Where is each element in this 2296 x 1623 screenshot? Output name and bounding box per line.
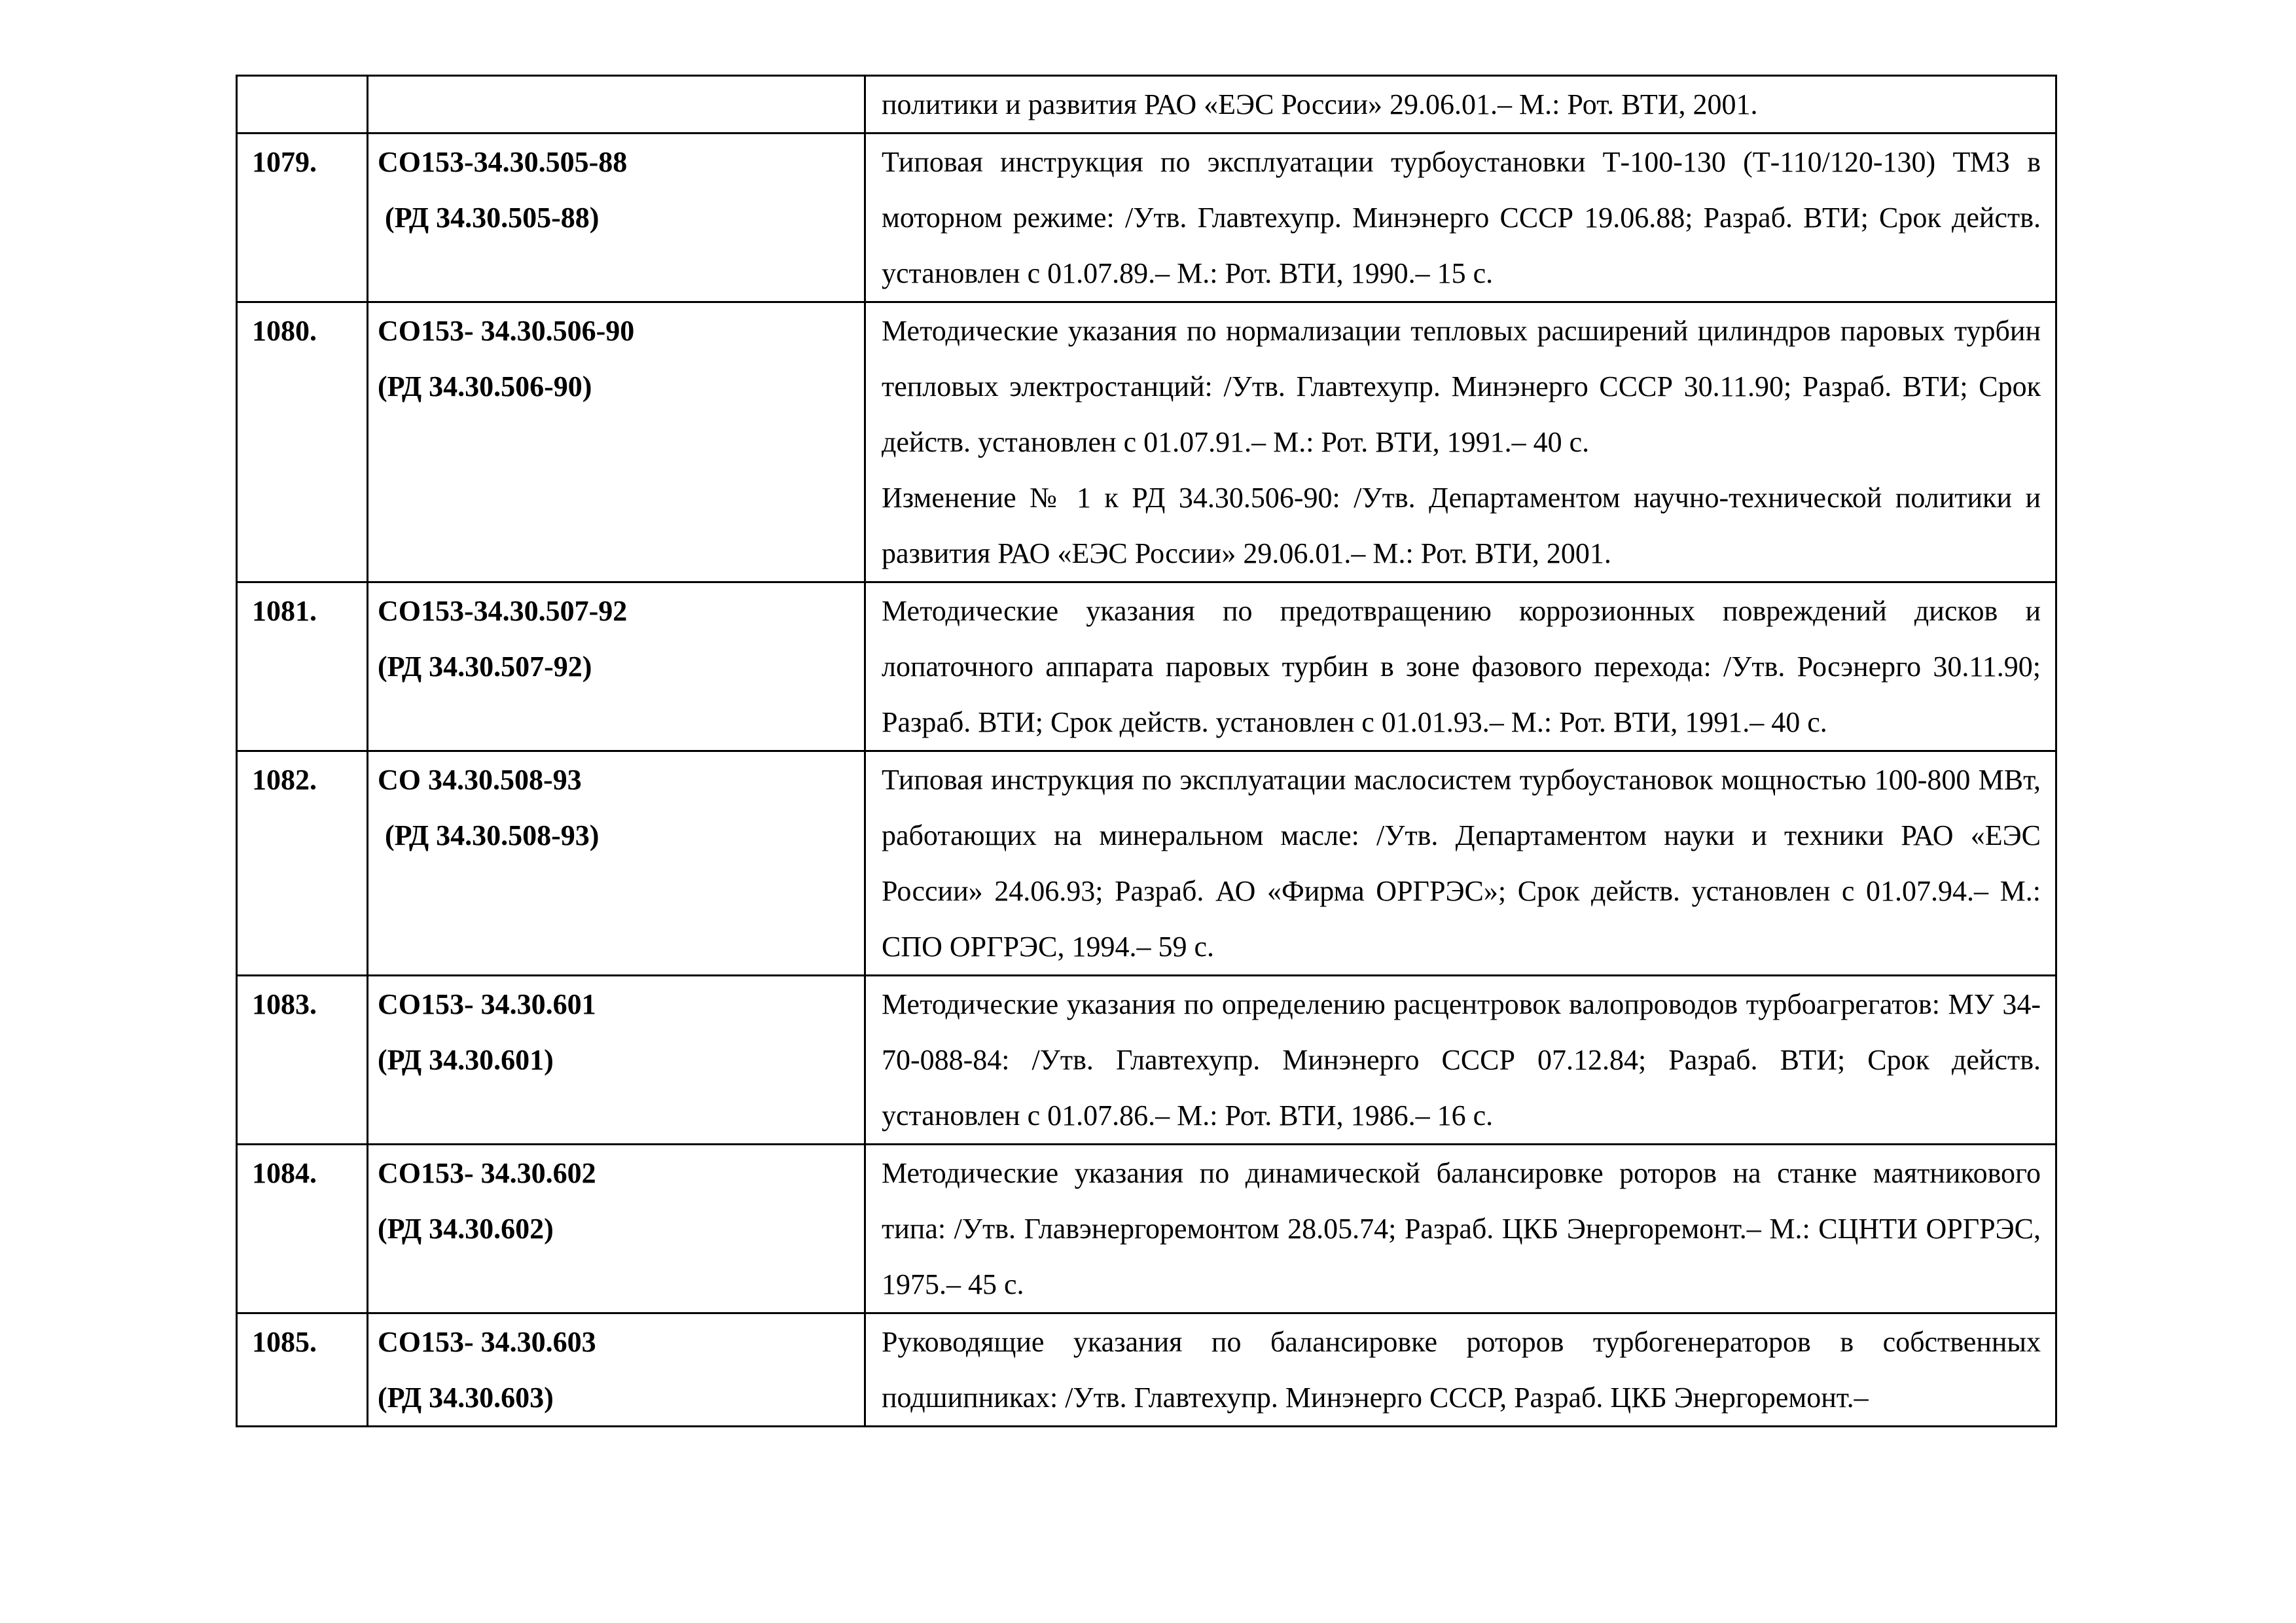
document-code bbox=[368, 582, 865, 751]
row-number: 1079. bbox=[237, 134, 368, 302]
description-text: Типовая инструкция по эксплуатации маслосистем турбоустановок мощностью 100-800 МВт, работающих на минеральном масле: /Утв. Департаментом науки и техники РАО «ЕЭС России» 24.06.93; Разраб. АО «Фирма ОРГРЭС»; Срок действ. установлен с 01.07.94.– М.: СПО ОРГРЭС, 1994.– 59 с. bbox=[882, 764, 2041, 963]
code-primary: СО 34.30.508-93 bbox=[378, 764, 582, 796]
table-row bbox=[237, 582, 2056, 751]
table-row bbox=[237, 976, 2056, 1145]
code-primary: СО153- 34.30.603 bbox=[378, 1326, 596, 1358]
code-secondary: (РД 34.30.505-88) bbox=[378, 202, 600, 234]
description-text: Руководящие указания по балансировке роторов турбогенераторов в собственных подшипниках: /Утв. Главтехупр. Минэнерго СССР, Разраб. ЦКБ Энергоремонт.– bbox=[882, 1326, 2041, 1414]
document-description bbox=[865, 76, 2056, 134]
code-secondary: (РД 34.30.506-90) bbox=[378, 370, 592, 402]
code-secondary: (РД 34.30.507-92) bbox=[378, 651, 592, 683]
table-row bbox=[237, 1313, 2056, 1427]
code-secondary: (РД 34.30.601) bbox=[378, 1044, 554, 1076]
description-text: Типовая инструкция по эксплуатации турбоустановки Т-100-130 (Т-110/120-130) ТМЗ в моторном режиме: /Утв. Главтехупр. Минэнерго СССР 19.06.88; Разраб. ВТИ; Срок действ. установлен с 01.07.89.– М.: Рот. ВТИ, 1990.– 15 с. bbox=[882, 146, 2041, 289]
document-description bbox=[865, 976, 2056, 1145]
document-description bbox=[865, 1313, 2056, 1427]
document-code bbox=[368, 134, 865, 302]
description-text: Методические указания по определению расцентровок валопроводов турбоагрегатов: МУ 34-70-088-84: /Утв. Главтехупр. Минэнерго СССР 07.12.84; Разраб. ВТИ; Срок действ. установлен с 01.07.86.– М.: Рот. ВТИ, 1986.– 16 с. bbox=[882, 988, 2041, 1132]
code-secondary: (РД 34.30.603) bbox=[378, 1382, 554, 1414]
code-primary: СО153- 34.30.601 bbox=[378, 988, 596, 1020]
description-text: политики и развития РАО «ЕЭС России» 29.06.01.– М.: Рот. ВТИ, 2001. bbox=[882, 88, 1758, 120]
code-primary: СО153- 34.30.506-90 bbox=[378, 315, 635, 347]
amendment-text: Изменение № 1 к РД 34.30.506-90: /Утв. Департаментом научно-технической политики и развития РАО «ЕЭС России» 29.06.01.– М.: Рот. ВТИ, 2001. bbox=[882, 482, 2041, 569]
table-row bbox=[237, 76, 2056, 134]
row-number: 1080. bbox=[237, 302, 368, 582]
table-row bbox=[237, 751, 2056, 976]
row-number: 1084. bbox=[237, 1145, 368, 1313]
table-row bbox=[237, 302, 2056, 582]
document-description bbox=[865, 582, 2056, 751]
row-number: 1085. bbox=[237, 1313, 368, 1427]
table-row bbox=[237, 134, 2056, 302]
code-secondary: (РД 34.30.508-93) bbox=[378, 819, 600, 851]
table-row bbox=[237, 1145, 2056, 1313]
document-code bbox=[368, 1145, 865, 1313]
row-number bbox=[237, 76, 368, 134]
description-text: Методические указания по предотвращению коррозионных повреждений дисков и лопаточного аппарата паровых турбин в зоне фазового перехода: /Утв. Росэнерго 30.11.90; Разраб. ВТИ; Срок действ. установлен с 01.01.93.– М.: Рот. ВТИ, 1991.– 40 с. bbox=[882, 595, 2041, 738]
code-primary: СО153- 34.30.602 bbox=[378, 1157, 596, 1189]
document-description bbox=[865, 302, 2056, 582]
document-code bbox=[368, 976, 865, 1145]
document-code bbox=[368, 1313, 865, 1427]
document-description bbox=[865, 1145, 2056, 1313]
code-primary: СО153-34.30.507-92 bbox=[378, 595, 628, 627]
document-description bbox=[865, 751, 2056, 976]
document-description bbox=[865, 134, 2056, 302]
description-text: Методические указания по динамической балансировке роторов на станке маятникового типа: /Утв. Главэнергоремонтом 28.05.74; Разраб. ЦКБ Энергоремонт.– М.: СЦНТИ ОРГРЭС, 1975.– 45 с. bbox=[882, 1157, 2041, 1300]
document-page bbox=[236, 75, 2055, 1427]
row-number: 1081. bbox=[237, 582, 368, 751]
standards-table bbox=[236, 75, 2057, 1427]
row-number: 1082. bbox=[237, 751, 368, 976]
document-code bbox=[368, 76, 865, 134]
document-code bbox=[368, 302, 865, 582]
document-code bbox=[368, 751, 865, 976]
row-number: 1083. bbox=[237, 976, 368, 1145]
code-primary: СО153-34.30.505-88 bbox=[378, 146, 628, 178]
code-secondary: (РД 34.30.602) bbox=[378, 1213, 554, 1245]
description-text: Методические указания по нормализации тепловых расширений цилиндров паровых турбин тепловых электростанций: /Утв. Главтехупр. Минэнерго СССР 30.11.90; Разраб. ВТИ; Срок действ. установлен с 01.07.91.– М.: Рот. ВТИ, 1991.– 40 с. bbox=[882, 315, 2041, 458]
